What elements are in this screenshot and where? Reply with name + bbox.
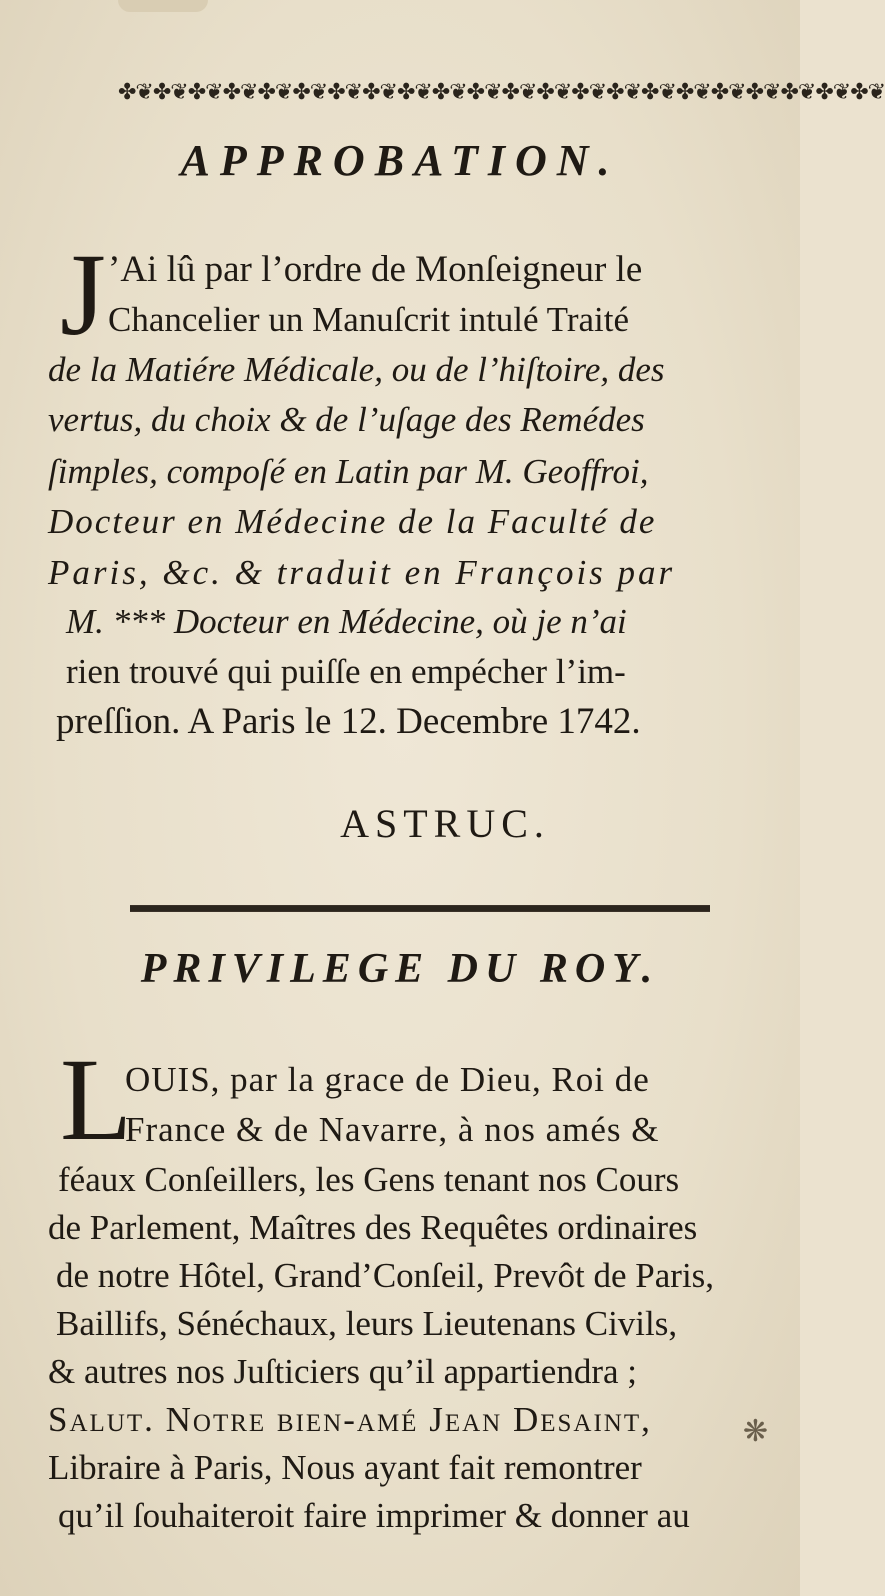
approbation-line-8: M. *** Docteur en Médecine, où je n’ai	[66, 602, 627, 641]
privilege-line-4: de Parlement, Maîtres des Requêtes ordinaires	[48, 1208, 698, 1247]
privilege-line-7: & autres nos Juſticiers qu’il appartiendra ;	[48, 1352, 638, 1391]
privilege-title: PRIVILEGE DU ROY.	[140, 946, 660, 992]
approbation-line-5: ſimples, compoſé en Latin par M. Geoffroi,	[48, 452, 649, 491]
privilege-line-10: qu’il ſouhaiteroit faire imprimer & donner au	[58, 1496, 690, 1535]
fleuron-ornament-icon: ✤❦✤❦✤❦✤❦✤❦✤❦✤❦✤❦✤❦✤❦✤❦✤❦✤❦✤❦✤❦✤❦✤❦✤❦✤❦✤❦✤❦✤❦	[118, 80, 885, 105]
privilege-line-8: Salut. Notre bien-amé Jean Desaint,	[48, 1400, 652, 1439]
approbation-line-7: Paris, &c. & traduit en François par	[48, 553, 676, 592]
privilege-line-2: France & de Navarre, à nos amés &	[125, 1110, 660, 1149]
privilege-line-3: féaux Conſeillers, les Gens tenant nos Cours	[58, 1160, 680, 1199]
approbation-title: APPROBATION.	[180, 136, 620, 185]
section-divider	[130, 905, 710, 912]
privilege-drop-cap: L	[60, 1034, 133, 1165]
approbation-line-9: rien trouvé qui puiſſe en empécher l’im-	[66, 652, 626, 691]
approbation-drop-cap: J	[60, 229, 106, 360]
approbation-line-1: ’Ai lû par l’ordre de Monſeigneur le	[108, 249, 643, 290]
privilege-line-6: Baillifs, Sénéchaux, leurs Lieutenans Civils,	[56, 1304, 678, 1343]
approbation-line-10: preſſion. A Paris le 12. Decembre 1742.	[56, 701, 641, 742]
page-tear	[118, 0, 208, 12]
ink-smudge-icon: ❋	[742, 1414, 768, 1449]
privilege-line-9: Libraire à Paris, Nous ayant fait remontrer	[48, 1448, 642, 1487]
approbation-signature: ASTRUC.	[340, 801, 550, 846]
privilege-line-1: OUIS, par la grace de Dieu, Roi de	[125, 1060, 650, 1099]
approbation-line-3: de la Matiére Médicale, ou de l’hiſtoire, des	[48, 350, 665, 389]
approbation-line-4: vertus, du choix & de l’uſage des Remédes	[48, 400, 645, 439]
approbation-line-6: Docteur en Médecine de la Faculté de	[48, 502, 657, 541]
privilege-line-5: de notre Hôtel, Grand’Conſeil, Prevôt de Paris,	[56, 1256, 715, 1295]
approbation-line-2: Chancelier un Manuſcrit intulé Traité	[108, 300, 630, 339]
